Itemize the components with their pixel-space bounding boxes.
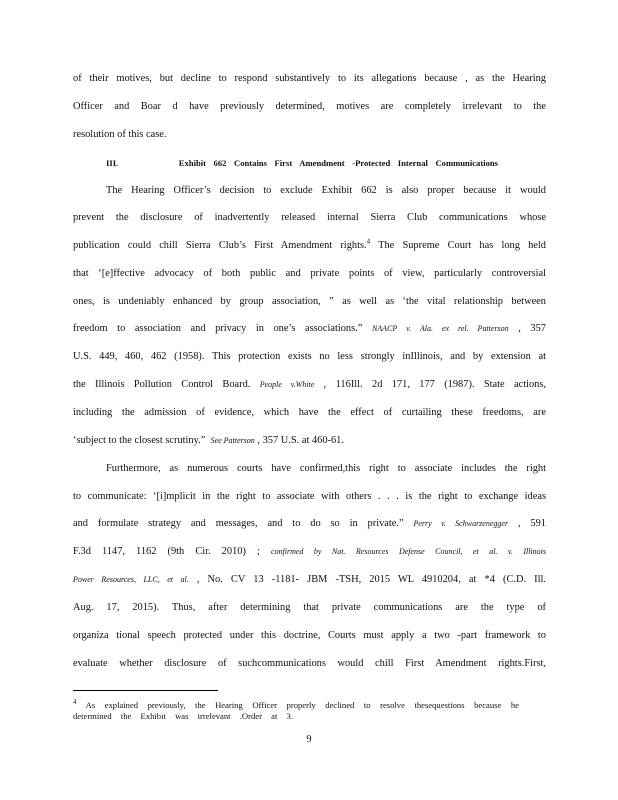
- text-segment: The Supreme Court has long held: [378, 240, 546, 251]
- text-segment: ‘subject to the closest scrutiny.”: [73, 435, 206, 446]
- text-line: that ‘[e]ffective advocacy of both public and private points of view, particularly controversial: [73, 268, 546, 279]
- text-line: [73, 322, 546, 336]
- text-segment: and formulate strategy and messages, and to do so in private.”: [73, 518, 404, 529]
- case-citation: confirmed by Nat. Resources Defense Council, et al. v. Illinois: [270, 547, 546, 556]
- text-line: evaluate whether disclosure of suchcommunications would chill First Amendment rights.First,: [73, 658, 546, 669]
- text-segment: F.3d 1147, 1162 (9th Cir. 2010) ;: [73, 546, 260, 557]
- text-segment: , 116Ill. 2d 171, 177 (1987). State actions,: [323, 379, 546, 390]
- text-line: [73, 434, 546, 448]
- case-citation: Perry v. Schwarzenegger: [413, 519, 509, 528]
- text-segment: , 591: [517, 518, 546, 529]
- case-citation: Power Resources, LLC, et al.: [73, 575, 189, 584]
- footnote-ref[interactable]: 4: [366, 237, 371, 246]
- text-line: [73, 378, 546, 392]
- footnote-line: determined the Exhibit was irrelevant .Order at 3.: [73, 711, 293, 721]
- text-line: Furthermore, as numerous courts have confirmed,this right to associate includes the right: [106, 463, 546, 474]
- case-citation: See Patterson: [210, 436, 255, 445]
- text-line: [73, 545, 546, 559]
- text-line: organiza tional speech protected under this doctrine, Courts must apply a two -part framework to: [73, 630, 546, 641]
- page-number: 9: [306, 734, 312, 745]
- text-line: [73, 573, 546, 587]
- footnote-marker: 4: [73, 698, 77, 707]
- text-line: [73, 239, 546, 253]
- section-title: Exhibit 662 Contains First Amendment -Protected Internal Communications: [178, 158, 499, 168]
- text-segment: freedom to association and privacy in one’s associations.”: [73, 323, 363, 334]
- footnote-line: [73, 700, 519, 711]
- text-line: U.S. 449, 460, 462 (1958). This protection exists no less strongly inIllinois, and by extension at: [73, 351, 546, 362]
- footnote-divider: [73, 690, 218, 691]
- text-line: resolution of this case.: [73, 129, 167, 140]
- text-line: ones, is undeniably enhanced by group association, ” as well as ‘the vital relationship between: [73, 296, 546, 307]
- text-line: Aug. 17, 2015). Thus, after determining that private communications are the type of: [73, 602, 546, 613]
- case-citation: NAACP v. Ala. ex rel. Patterson: [371, 324, 509, 333]
- text-line: Officer and Boar d have previously determined, motives are completely irrelevant to the: [73, 101, 546, 112]
- text-line: The Hearing Officer’s decision to exclude Exhibit 662 is also proper because it would: [106, 185, 546, 196]
- footnote-text: As explained previously, the Hearing Officer properly declined to resolve thesequestions because he: [85, 700, 519, 710]
- case-citation: People v.White: [259, 380, 315, 389]
- section-heading: [106, 157, 498, 169]
- text-line: to communicate: ‘[i]mplicit in the right to associate with others . . . is the right to exchange ideas: [73, 491, 546, 502]
- text-segment: publication could chill Sierra Club’s First Amendment rights.: [73, 240, 367, 251]
- text-line: prevent the disclosure of inadvertently released internal Sierra Club communications whose: [73, 212, 546, 223]
- text-segment: the Illinois Pollution Control Board.: [73, 379, 251, 390]
- text-line: of their motives, but decline to respond substantively to its allegations because , as the Hearing: [73, 73, 546, 84]
- text-segment: , No. CV 13 -1181- JBM -TSH, 2015 WL 4910204, at *4 (C.D. Ill.: [196, 574, 547, 585]
- text-segment: , 357: [518, 323, 546, 334]
- section-number: III.: [106, 158, 119, 168]
- text-segment: , 357 U.S. at 460-61.: [257, 435, 344, 446]
- text-line: including the admission of evidence, which have the effect of curtailing these freedoms, are: [73, 407, 546, 418]
- text-line: [73, 517, 546, 531]
